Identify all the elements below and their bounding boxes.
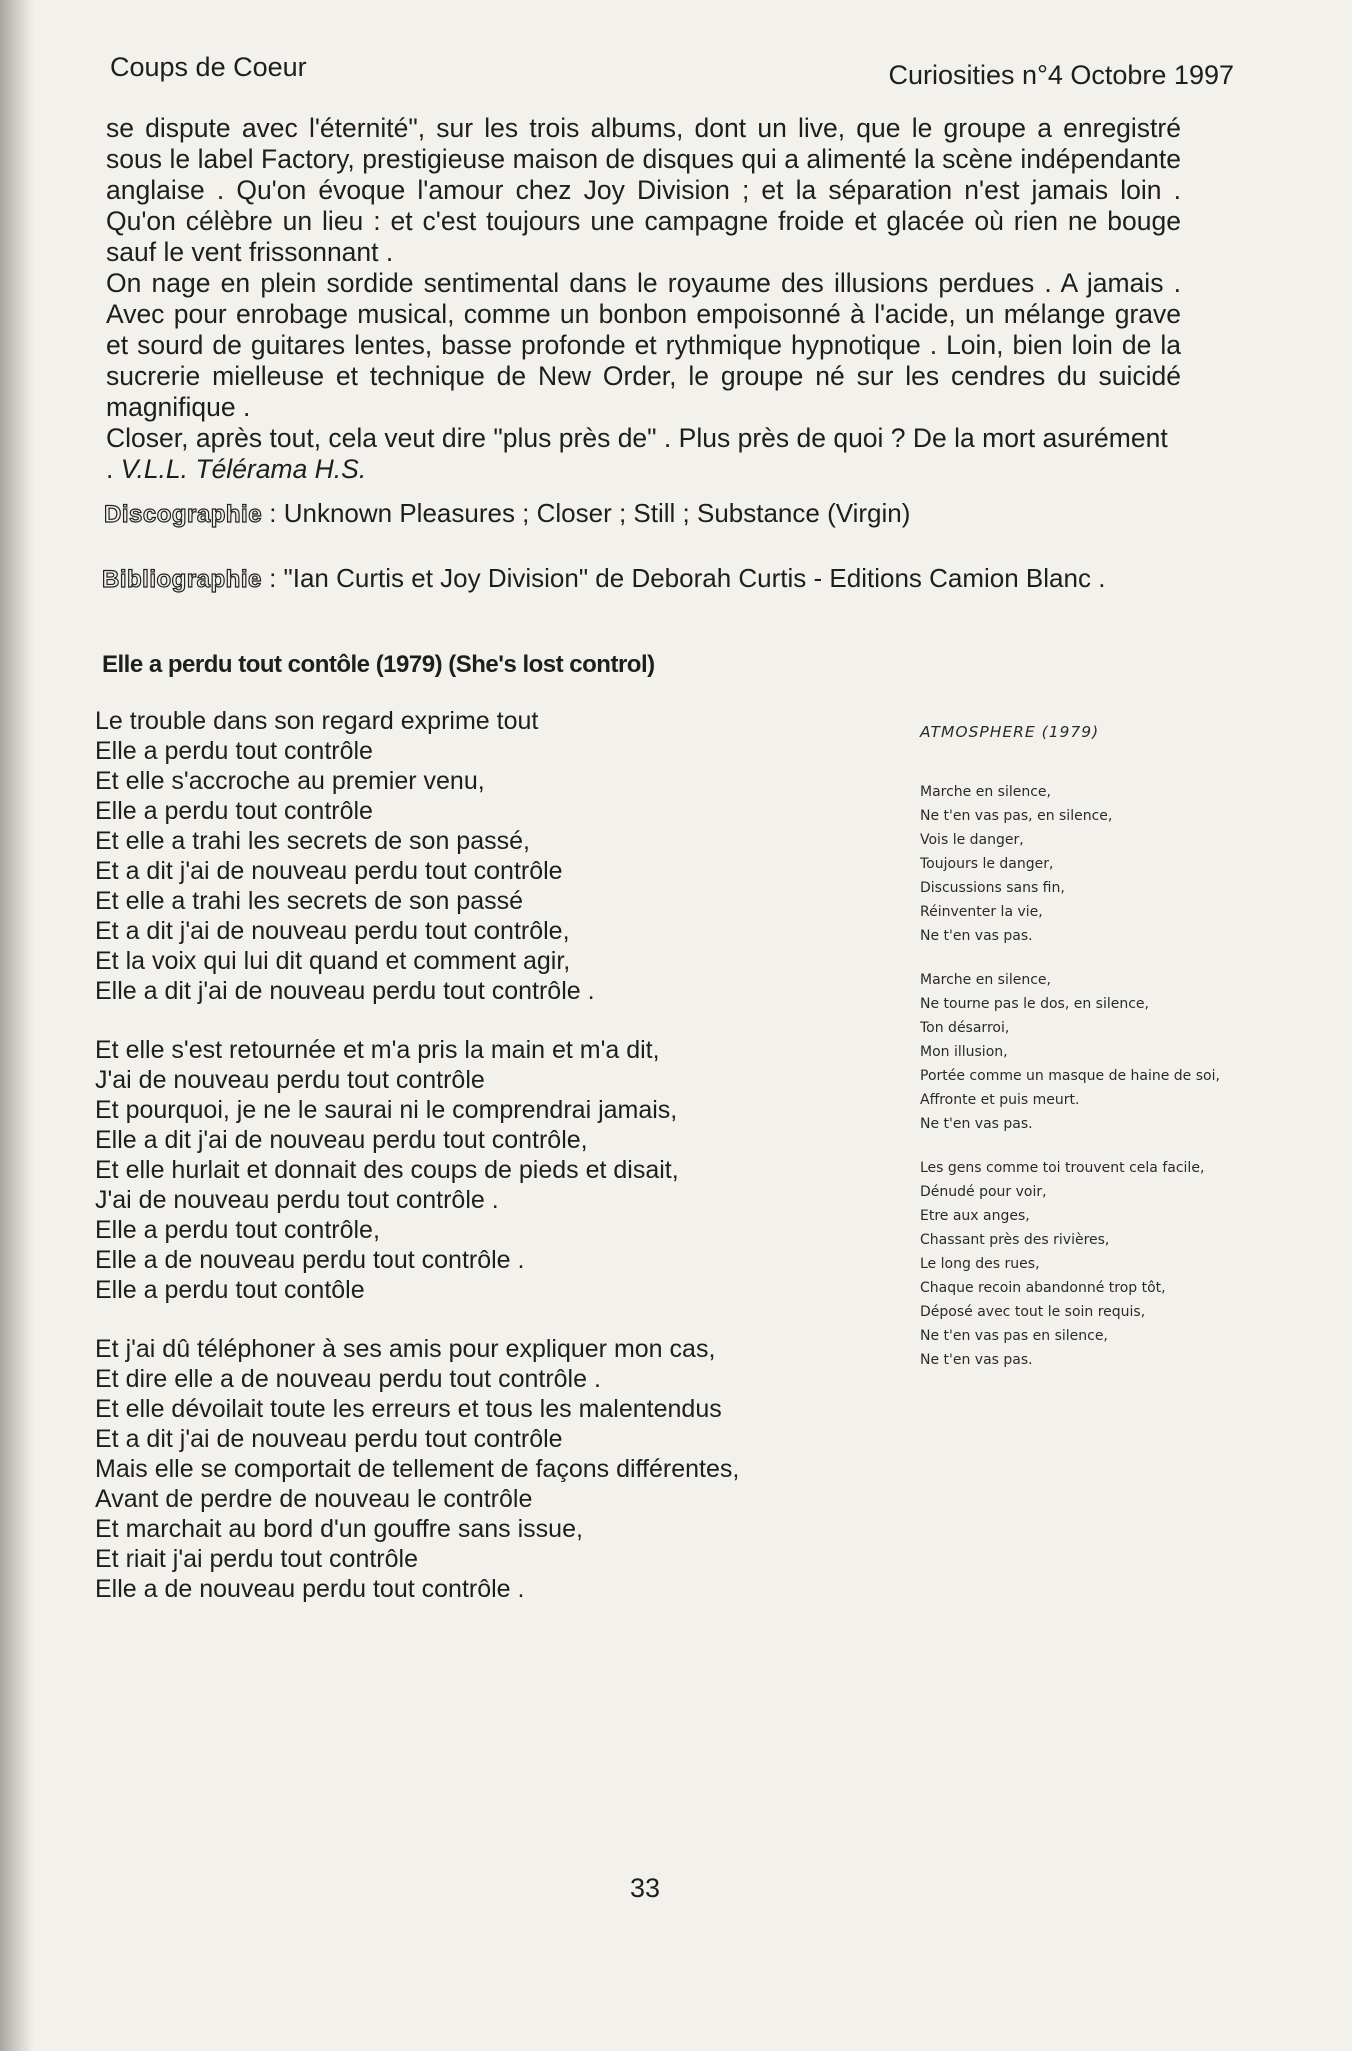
sidebar-stanza [920,968,1260,1136]
lyric-line: Elle a perdu tout contrôle [95,737,373,765]
sidebar-line: Marche en silence, [920,784,1051,800]
sidebar-line: Ne t'en vas pas. [920,1352,1033,1368]
lyric-line: Elle a perdu tout contrôle, [95,1216,380,1244]
sidebar-line: Toujours le danger, [920,856,1054,872]
discography-line [104,498,910,529]
intro-signature: V.L.L. Télérama H.S. [120,454,367,484]
header-issue-title: Curiosities n°4 Octobre 1997 [888,60,1234,90]
lyric-line: Elle a dit j'ai de nouveau perdu tout contrôle . [95,977,595,1005]
lyric-line: Et a dit j'ai de nouveau perdu tout contrôle [95,1425,563,1453]
sidebar-line: Portée comme un masque de haine de soi, [920,1068,1220,1084]
lyric-line: Le trouble dans son regard exprime tout [95,707,539,735]
sidebar-line: Ne tourne pas le dos, en silence, [920,996,1149,1012]
sidebar-line: Déposé avec tout le soin requis, [920,1304,1146,1320]
lyric-line: Elle a de nouveau perdu tout contrôle . [95,1246,525,1274]
discography-text: : Unknown Pleasures ; Closer ; Still ; Substance (Virgin) [262,498,911,528]
sidebar-poem [920,720,1260,1392]
header-section-title: Coups de Coeur [110,52,307,82]
sidebar-line: Ne t'en vas pas, en silence, [920,808,1113,824]
intro-paragraph [106,423,1181,485]
sidebar-line: Vois le danger, [920,832,1024,848]
lyric-line: Et pourquoi, je ne le saurai ni le comprendrai jamais, [95,1096,678,1124]
sidebar-line: Chaque recoin abandonné trop tôt, [920,1280,1166,1296]
sidebar-line: Le long des rues, [920,1256,1040,1272]
sidebar-line: Marche en silence, [920,972,1051,988]
sidebar-line: Chassant près des rivières, [920,1232,1110,1248]
sidebar-line: Ne t'en vas pas en silence, [920,1328,1108,1344]
sidebar-stanza [920,780,1260,948]
bibliography-text: : "Ian Curtis et Joy Division" de Deborah Curtis - Editions Camion Blanc . [261,563,1106,593]
lyrics-stanza [95,1334,895,1604]
sidebar-line: Mon illusion, [920,1044,1008,1060]
sidebar-line: Discussions sans fin, [920,880,1065,896]
song-title: Elle a perdu tout contôle (1979) (She's lost control) [102,651,655,678]
intro-text [106,113,1181,485]
page-number: 33 [629,1873,661,1903]
lyrics-stanza [95,706,895,1006]
lyric-line: Et elle a trahi les secrets de son passé, [95,827,530,855]
lyrics-block [95,706,895,1633]
intro-paragraph-text: Closer, après tout, cela veut dire "plus près de" . Plus près de quoi ? De la mort asurément . [106,423,1168,484]
lyric-line: Elle a dit j'ai de nouveau perdu tout contrôle, [95,1126,588,1154]
sidebar-line: Etre aux anges, [920,1208,1030,1224]
lyric-line: Et elle a trahi les secrets de son passé [95,887,524,915]
sidebar-line: Ne t'en vas pas. [920,928,1033,944]
lyric-line: Avant de perdre de nouveau le contrôle [95,1485,533,1513]
lyric-line: Et la voix qui lui dit quand et comment agir, [95,947,571,975]
lyric-line: Et elle s'est retournée et m'a pris la main et m'a dit, [95,1036,660,1064]
lyric-line: Et a dit j'ai de nouveau perdu tout contrôle [95,857,563,885]
bibliography-line [102,563,1105,594]
lyric-line: J'ai de nouveau perdu tout contrôle [95,1066,485,1094]
lyric-line: Et j'ai dû téléphoner à ses amis pour expliquer mon cas, [95,1335,716,1363]
sidebar-line: Ne t'en vas pas. [920,1116,1033,1132]
sidebar-line: Affronte et puis meurt. [920,1092,1080,1108]
lyric-line: Et marchait au bord d'un gouffre sans issue, [95,1515,583,1543]
lyric-line: Et elle s'accroche au premier venu, [95,767,485,795]
lyric-line: Et a dit j'ai de nouveau perdu tout contrôle, [95,917,570,945]
lyrics-stanza [95,1035,895,1305]
sidebar-stanza [920,1156,1260,1372]
lyric-line: Elle a perdu tout contôle [95,1276,365,1304]
sidebar-title: ATMOSPHERE (1979) [920,723,1100,741]
lyric-line: Elle a perdu tout contrôle [95,797,373,825]
sidebar-line: Ton désarroi, [920,1020,1010,1036]
lyric-line: Et elle dévoilait toute les erreurs et tous les malentendus [95,1395,722,1423]
lyric-line: Et dire elle a de nouveau perdu tout contrôle . [95,1365,601,1393]
sidebar-line: Dénudé pour voir, [920,1184,1047,1200]
lyric-line: Et riait j'ai perdu tout contrôle [95,1545,418,1573]
sidebar-line: Les gens comme toi trouvent cela facile, [920,1160,1205,1176]
intro-paragraph: se dispute avec l'éternité", sur les trois albums, dont un live, que le groupe a enregistré sous le label Factory, prestigieuse maison de disques qui a alimenté la scène indépendante anglaise . Qu'on évoque l'amour chez Joy Division ; et la séparation n'est jamais loin . Qu'on célèbre un lieu : et c'est toujours une campagne froide et glacée où rien ne bouge sauf le vent frissonnant . [106,113,1181,267]
lyric-line: J'ai de nouveau perdu tout contrôle . [95,1186,499,1214]
lyric-line: Elle a de nouveau perdu tout contrôle . [95,1575,525,1603]
lyric-line: Mais elle se comportait de tellement de façons différentes, [95,1455,740,1483]
discography-label: Discographie [104,501,263,528]
lyric-line: Et elle hurlait et donnait des coups de pieds et disait, [95,1156,679,1184]
bibliography-label: Bibliographie [102,566,262,593]
page-binding-shadow [0,0,34,2051]
sidebar-line: Réinventer la vie, [920,904,1043,920]
intro-paragraph: On nage en plein sordide sentimental dans le royaume des illusions perdues . A jamais . Avec pour enrobage musical, comme un bonbon empoisonné à l'acide, un mélange grave et sourd de guitares lentes, basse profonde et rythmique hypnotique . Loin, bien loin de la sucrerie mielleuse et technique de New Order, le groupe né sur les cendres du suicidé magnifique . [106,268,1181,422]
